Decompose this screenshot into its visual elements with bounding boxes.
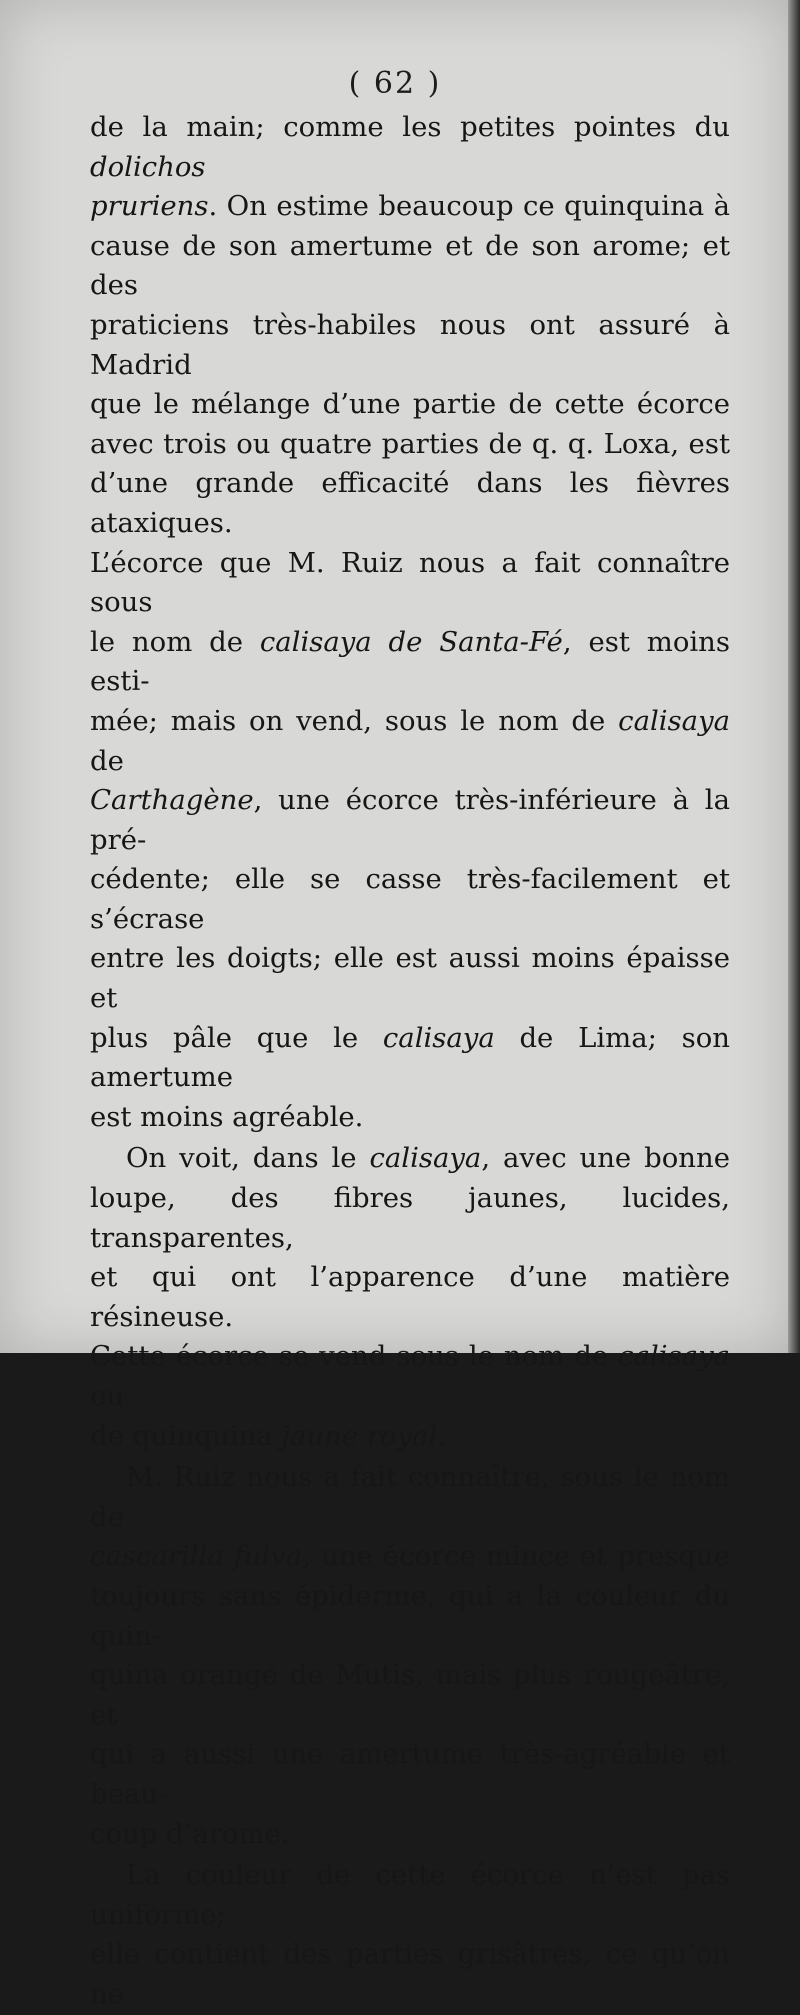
text-line: pruriens. On estime beaucoup ce quinquina à [90, 190, 730, 223]
text-line: plus pâle que le calisaya de Lima; son amertume [90, 1021, 730, 1094]
text-line: cédente; elle se casse très-facilement et s’écrase [90, 863, 730, 935]
text-line: de la main; comme les petites pointes du dolichos [90, 111, 730, 183]
paragraph [90, 1458, 730, 1854]
page-number: ( 62 ) [348, 66, 442, 101]
text-line: cascarilla fulva, une écorce mince et presque [90, 1540, 730, 1573]
paragraph [90, 1139, 730, 1456]
text-line: cause de son amertume et de son arome; et des [90, 229, 730, 302]
text-line: L’écorce que M. Ruiz nous a fait connaître sous [90, 546, 730, 619]
text-line: quina orangé de Mutis, mais plus rougeâtre, et [90, 1659, 730, 1731]
text-line: Carthagène, une écorce très-inférieure à la pré- [90, 784, 730, 856]
text-line: le nom de calisaya de Santa-Fé, est moins esti- [90, 625, 730, 698]
page-edge-shadow [788, 0, 800, 1353]
body-text [90, 108, 730, 2015]
text-line: qui a aussi une amertume très-agréable et beau- [90, 1738, 730, 1810]
text-line: est moins agréable. [90, 1100, 364, 1133]
text-line: et qui ont l’apparence d’une matière résineuse. [90, 1261, 730, 1333]
text-line: toujours sans épiderme, qui a la couleur du quin- [90, 1579, 730, 1652]
text-line: entre les doigts; elle est aussi moins épaisse et [90, 942, 730, 1015]
text-line: praticiens très-habiles nous ont assuré à Madrid [90, 308, 730, 381]
text-line: coup d’arome. [90, 1817, 290, 1850]
text-line: loupe, des fibres jaunes, lucides, transparentes, [90, 1182, 730, 1254]
text-line: de quinquina jaune royal. [90, 1419, 446, 1452]
text-line: que le mélange d’une partie de cette écorce [90, 388, 730, 421]
text-line: La couleur de cette écorce n’est pas uniforme; [90, 1859, 730, 1931]
text-line: elle contient des parties grisâtres, ce qu’on ne [90, 1938, 730, 2010]
text-line: d’une grande efficacité dans les fièvres ataxiques. [90, 467, 730, 539]
text-line: On voit, dans le calisaya, avec une bonne [126, 1142, 730, 1175]
paragraph [90, 108, 730, 1137]
paragraph [90, 1856, 730, 2014]
text-line: mée; mais on vend, sous le nom de calisaya de [90, 704, 730, 777]
text-line: M. Ruiz nous a fait connaître, sous le nom de [90, 1461, 730, 1533]
text-line: avec trois ou quatre parties de q. q. Loxa, est [90, 427, 730, 460]
text-line: Cette écorce se vend sous le nom de calisaya ou [90, 1340, 730, 1412]
